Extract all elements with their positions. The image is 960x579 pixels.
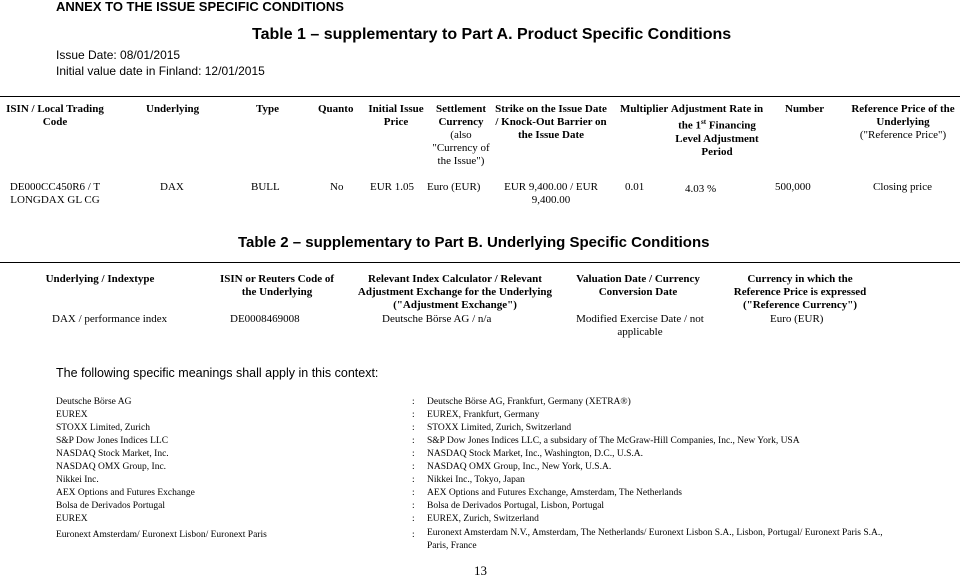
t2-header-underlying: Underlying / Indextype (45, 273, 155, 285)
definition-separator: : (412, 449, 415, 459)
table1-top-rule (0, 96, 960, 97)
definition-term: STOXX Limited, Zurich (56, 423, 151, 433)
t1-header-settlement-bold: Settlement Currency (435, 103, 487, 128)
definition-meaning: Euronext Amsterdam N.V., Amsterdam, The Netherlands/ Euronext Lisbon S.A., Lisbon, Portugal/ Euronext Paris S.A., Paris, France (427, 528, 883, 551)
definition-term: Nikkei Inc. (56, 475, 99, 485)
t1-cell-type: BULL (251, 181, 280, 193)
definition-meaning: STOXX Limited, Zurich, Switzerland (427, 423, 572, 433)
definition-separator: : (412, 423, 415, 433)
definition-separator: : (412, 436, 415, 446)
t1-cell-underlying: DAX (160, 181, 184, 193)
definition-separator: : (412, 501, 415, 511)
initial-value-date: Initial value date in Finland: 12/01/2015 (56, 64, 265, 78)
t2-header-reference-currency: Currency in which the Reference Price is expressed ("Reference Currency") (733, 273, 867, 311)
t2-cell-isin: DE0008469008 (230, 313, 300, 325)
definition-separator: : (412, 397, 415, 407)
definition-separator: : (412, 410, 415, 420)
meanings-intro: The following specific meanings shall apply in this context: (56, 366, 379, 380)
t2-header-valuation-date: Valuation Date / Currency Conversion Date (576, 273, 700, 298)
table2-top-rule (0, 262, 960, 263)
definition-separator: : (412, 462, 415, 472)
t1-header-underlying: Underlying (146, 103, 200, 115)
t1-cell-initial-issue-price: EUR 1.05 (370, 181, 414, 193)
adj-rate-pre: Adjustment Rate in the 1 (670, 103, 764, 132)
t1-header-strike: Strike on the Issue Date / Knock-Out Barrier on the Issue Date (495, 103, 607, 141)
definition-separator: : (412, 488, 415, 498)
page-number: 13 (474, 563, 487, 578)
adj-rate-sup: st (701, 118, 707, 126)
t2-cell-underlying: DAX / performance index (52, 313, 168, 325)
definition-term: NASDAQ OMX Group, Inc. (56, 462, 167, 472)
adj-rate-post: Financing Level Adjustment Period (675, 119, 759, 158)
definition-term: Euronext Amsterdam/ Euronext Lisbon/ Euronext Paris (56, 530, 267, 540)
t1-header-adjustment-rate (670, 103, 764, 159)
t1-header-reference-price (846, 103, 960, 142)
t1-header-settlement-rest: (also "Currency of the Issue") (432, 129, 490, 167)
table2-title: Table 2 – supplementary to Part B. Underlying Specific Conditions (238, 234, 710, 251)
t1-header-quanto: Quanto (318, 103, 354, 115)
definition-meaning: NASDAQ Stock Market, Inc., Washington, D.C., U.S.A. (427, 449, 643, 459)
definition-meaning: EUREX, Zurich, Switzerland (427, 514, 539, 524)
definition-term: Bolsa de Derivados Portugal (56, 501, 165, 511)
definition-term: Deutsche Börse AG (56, 397, 132, 407)
annex-title: ANNEX TO THE ISSUE SPECIFIC CONDITIONS (56, 0, 344, 14)
t1-cell-adjustment-rate: 4.03 % (685, 183, 717, 195)
table1-title: Table 1 – supplementary to Part A. Product Specific Conditions (252, 26, 732, 43)
t1-cell-strike: EUR 9,400.00 / EUR 9,400.00 (504, 181, 598, 206)
t1-cell-multiplier: 0.01 (625, 181, 645, 193)
t1-header-multiplier: Multiplier (620, 103, 669, 115)
issue-date: Issue Date: 08/01/2015 (56, 48, 181, 62)
definition-meaning: Nikkei Inc., Tokyo, Japan (427, 475, 525, 485)
definition-meaning: Bolsa de Derivados Portugal, Lisbon, Portugal (427, 501, 605, 511)
t1-cell-reference-price: Closing price (873, 181, 932, 193)
definition-term: NASDAQ Stock Market, Inc. (56, 449, 169, 459)
ref-price-bold: Reference Price of the Underlying (851, 103, 955, 128)
t1-header-isin: ISIN / Local Trading Code (6, 103, 104, 128)
definition-separator: : (412, 514, 415, 524)
definition-meaning: AEX Options and Futures Exchange, Amsterdam, The Netherlands (427, 488, 682, 498)
definition-meaning: Deutsche Börse AG, Frankfurt, Germany (XETRA®) (427, 397, 631, 407)
definition-separator: : (412, 475, 415, 485)
t1-header-number: Number (785, 103, 825, 115)
definition-term: AEX Options and Futures Exchange (56, 488, 195, 498)
t2-header-isin: ISIN or Reuters Code of the Underlying (219, 273, 335, 298)
t2-cell-valuation-date: Modified Exercise Date / not applicable (576, 313, 704, 338)
t1-header-type: Type (256, 103, 280, 115)
t2-cell-reference-currency: Euro (EUR) (770, 313, 824, 325)
definition-term: EUREX (56, 410, 88, 420)
definition-meaning: EUREX, Frankfurt, Germany (427, 410, 540, 420)
t1-cell-isin: DE000CC450R6 / T LONGDAX GL CG (9, 181, 101, 206)
t2-header-index-calculator: Relevant Index Calculator / Relevant Adjustment Exchange for the Underlying ("Adjustment Exchange") (357, 273, 553, 311)
definition-term: S&P Dow Jones Indices LLC (56, 436, 169, 446)
t1-cell-settlement-currency: Euro (EUR) (427, 181, 481, 193)
t1-header-settlement-currency (430, 103, 492, 168)
definition-meaning: S&P Dow Jones Indices LLC, a subsidary of The McGraw-Hill Companies, Inc., New York, USA (427, 436, 800, 446)
ref-price-paren: ("Reference Price") (859, 129, 947, 141)
definition-meaning: NASDAQ OMX Group, Inc., New York, U.S.A. (427, 462, 612, 472)
t1-cell-quanto: No (330, 181, 344, 193)
definition-term: EUREX (56, 514, 88, 524)
t1-cell-number: 500,000 (775, 181, 811, 193)
t2-cell-index-calculator: Deutsche Börse AG / n/a (382, 313, 492, 325)
t1-header-initial-issue-price: Initial Issue Price (368, 103, 424, 128)
definition-separator: : (412, 530, 415, 540)
